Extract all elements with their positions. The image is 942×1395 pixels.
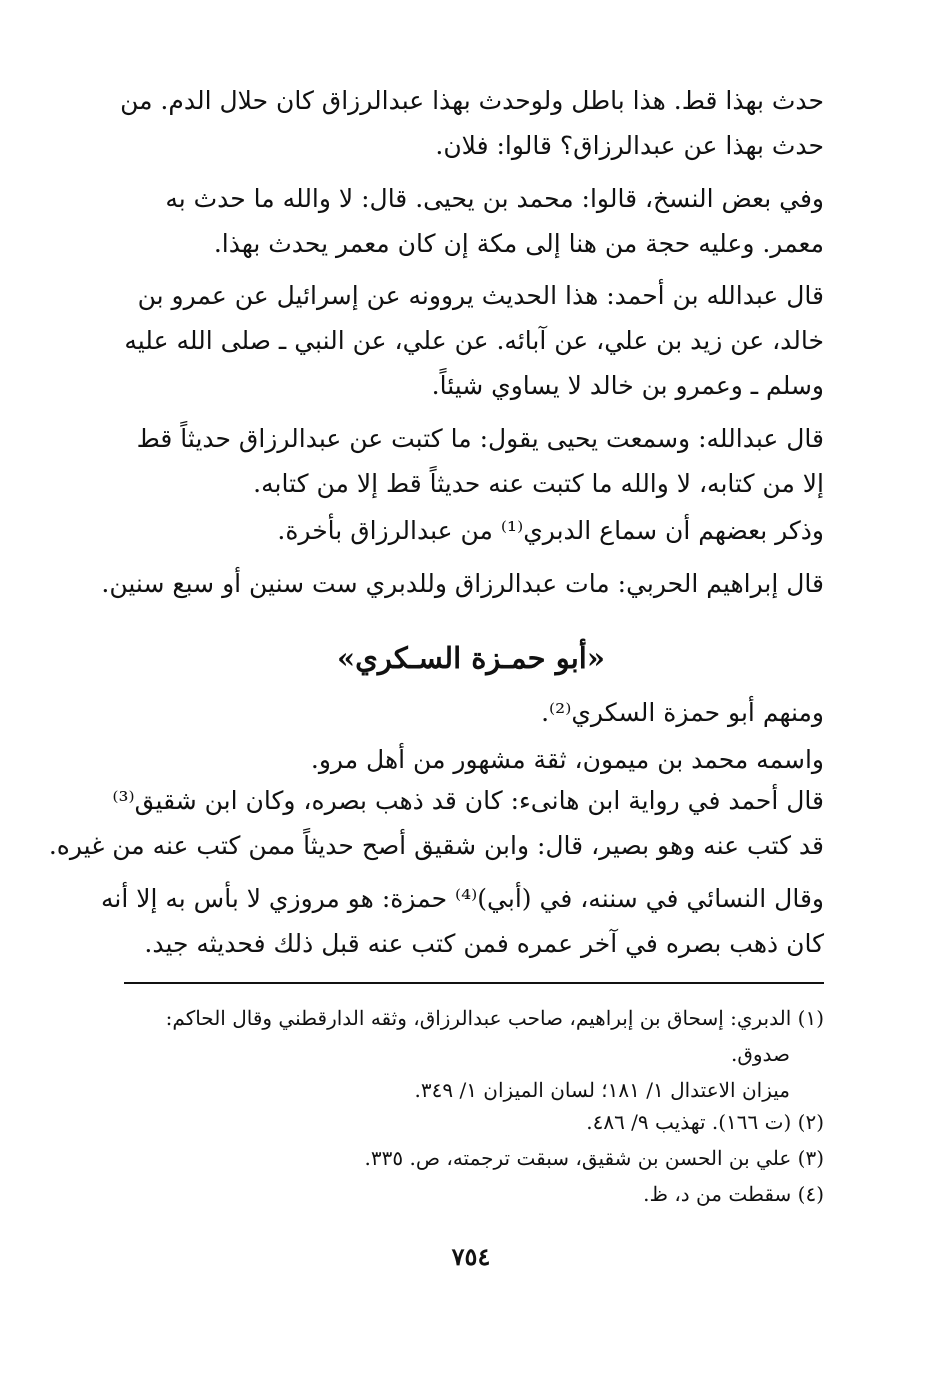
body-paragraph — [116, 508, 824, 553]
body-paragraph — [116, 690, 824, 735]
text-line: وسلم ـ وعمرو بن خالد لا يساوي شيئاً. — [431, 371, 824, 400]
text-line: قال عبدالله بن أحمد: هذا الحديث يروونه عن إسرائيل عن عمرو بن — [137, 281, 824, 310]
text-line: وفي بعض النسخ، قالوا: محمد بن يحيى. قال: لا والله ما حدث به — [165, 184, 824, 213]
body-paragraph — [116, 78, 824, 168]
footnote — [116, 1000, 824, 1108]
text-line: حدث بهذا قط. هذا باطل ولوحدث بهذا عبدالرزاق كان حلال الدم. من — [120, 86, 824, 115]
text-line: قال إبراهيم الحربي: مات عبدالرزاق وللدبري ست سنين أو سبع سنين. — [101, 569, 824, 598]
text-line: معمر. وعليه حجة من هنا إلى مكة إن كان معمر يحدث بهذا. — [213, 229, 824, 258]
footnote-separator — [124, 982, 824, 984]
footnote-line: ميزان الاعتدال ١/ ١٨١؛ لسان الميزان ١/ ٣٤٩. — [414, 1078, 790, 1102]
page-number: ٧٥٤ — [451, 1242, 491, 1271]
footnote-line: (٢) (ت ١٦٦). تهذيب ٩/ ٤٨٦. — [586, 1110, 824, 1134]
body-paragraph — [48, 778, 824, 868]
body-paragraph — [116, 737, 824, 782]
text-line: كان ذهب بصره في آخر عمره فمن كتب عنه قبل ذلك فحديثه جيد. — [144, 929, 824, 958]
body-paragraph — [100, 876, 824, 966]
text-line: خالد، عن زيد بن علي، عن آبائه. عن علي، عن النبي ـ صلى الله عليه — [124, 326, 824, 355]
body-paragraph — [101, 561, 824, 606]
footnote-line: (٣) علي بن الحسن بن شقيق، سبقت ترجمته، ص. ٣٣٥. — [364, 1146, 824, 1170]
footnote-line: (٤) سقطت من د، ظ. — [643, 1182, 824, 1206]
text-line: قال أحمد في رواية ابن هانىء: كان قد ذهب بصره، وكان ابن شقيق⁽³⁾ — [112, 786, 824, 815]
text-line: قد كتب عنه وهو بصير، قال: وابن شقيق أصح حديثاً ممن كتب عنه من غيره. — [48, 831, 824, 860]
text-line: ومنهم أبو حمزة السكري⁽²⁾. — [541, 698, 824, 727]
body-paragraph — [116, 273, 824, 408]
text-line: حدث بهذا عن عبدالرزاق؟ قالوا: فلان. — [435, 131, 824, 160]
body-paragraph — [116, 176, 824, 266]
text-line: وذكر بعضهم أن سماع الدبري⁽¹⁾ من عبدالرزاق بأخرة. — [277, 516, 824, 545]
footnote — [116, 1140, 824, 1176]
footnote-line: صدوق. — [730, 1042, 790, 1066]
section-heading: «أبو حمـزة السـكري» — [337, 641, 605, 675]
text-line: إلا من كتابه، لا والله ما كتبت عنه حديثاً قط إلا من كتابه. — [253, 469, 824, 498]
body-paragraph — [116, 416, 824, 506]
footnote-line: (١) الدبري: إسحاق بن إبراهيم، صاحب عبدالرزاق، وثقه الدارقطني وقال الحاكم: — [165, 1006, 824, 1030]
text-line: قال عبدالله: وسمعت يحيى يقول: ما كتبت عن عبدالرزاق حديثاً قط — [136, 424, 824, 453]
footnote — [116, 1104, 824, 1140]
text-line: واسمه محمد بن ميمون، ثقة مشهور من أهل مرو. — [310, 745, 824, 774]
text-line: وقال النسائي في سننه، في (أبي)⁽⁴⁾ حمزة: هو مروزي لا بأس به إلا أنه — [100, 884, 824, 913]
footnote — [116, 1176, 824, 1212]
